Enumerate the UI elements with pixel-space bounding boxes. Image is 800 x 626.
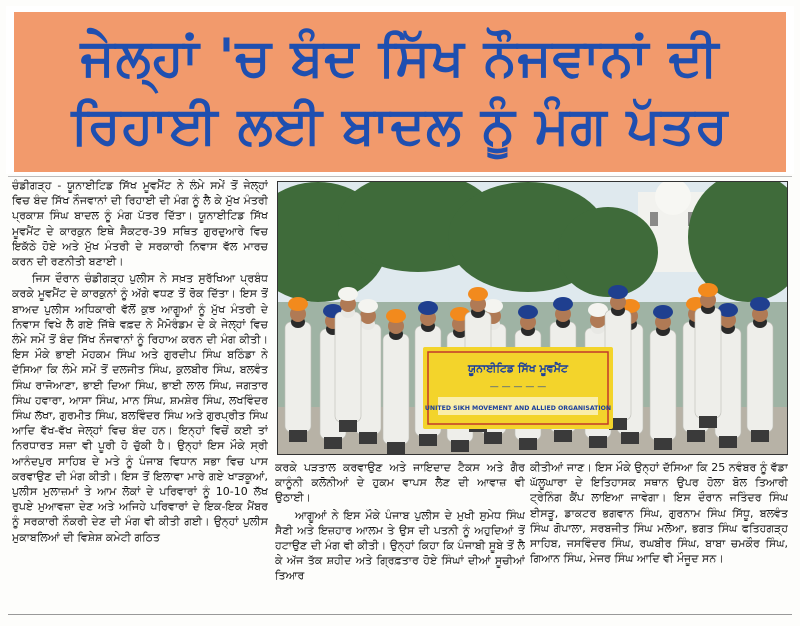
photo-window <box>650 212 658 226</box>
protester <box>747 297 773 442</box>
banner-text-line: — — — — — <box>489 382 547 392</box>
article-column-right <box>530 460 788 612</box>
protester <box>383 309 409 454</box>
headline-line-2: ਰਿਹਾਈ ਲਈ ਬਾਦਲ ਨੂੰ ਮੰਗ ਪੱਤਰ <box>71 96 729 156</box>
bottom-divider <box>8 614 792 615</box>
headline-box <box>14 12 786 172</box>
article-column-middle <box>275 460 525 612</box>
top-divider <box>8 176 792 177</box>
article-paragraph: ਜਿਸ ਦੌਰਾਨ ਚੰਡੀਗੜ੍ਹ ਪੁਲੀਸ ਨੇ ਸਖ਼ਤ ਸੁਰੱਖਿਆ ਪ੍ਰਬੰਧ ਕਰਕੇ ਮੂਵਮੈਂਟ ਦੇ ਕਾਰਕੁਨਾਂ ਨੂੰ ਅੱਗੇ ਵਧਣ ਤੋਂ ਰੋਕ ਦਿੱਤਾ। ਇਸ ਤੋਂ ਬਾਅਦ ਪੁਲੀਸ ਅਧਿਕਾਰੀ ਵੱਲੋਂ ਕੁਝ ਆਗੂਆਂ ਨੂੰ ਮੁੱਖ ਮੰਤਰੀ ਦੇ ਨਿਵਾਸ ਵਿਖੇ ਲੈ ਗਏ ਜਿੱਥੇ ਵਫ਼ਦ ਨੇ ਮੈਮੋਰੰਡਮ ਦੇ ਕੇ ਜੇਲ੍ਹਾਂ ਵਿਚ ਲੰਮੇ ਸਮੇਂ ਤੋਂ ਬੰਦ ਸਿੱਖ ਨੌਜਵਾਨਾਂ ਨੂੰ ਰਿਹਾਅ ਕਰਨ ਦੀ ਮੰਗ ਕੀਤੀ। ਇਸ ਮੌਕੇ ਭਾਈ ਮੋਹਕਮ ਸਿੰਘ ਅਤੇ ਗੁਰਦੀਪ ਸਿੰਘ ਬਠਿੰਡਾ ਨੇ ਦੱਸਿਆ ਕਿ ਲੰਮੇ ਸਮੇਂ ਤੋਂ ਦਲਜੀਤ ਸਿੰਘ, ਕੁਲਬੀਰ ਸਿੰਘ, ਬਲਵੰਤ ਸਿੰਘ ਰਾਜੋਆਣਾ, ਭਾਈ ਦਿਆ ਸਿੰਘ, ਭਾਈ ਲਾਲ ਸਿੰਘ, ਜਗਤਾਰ ਸਿੰਘ ਹਵਾਰਾ, ਆਸਾ ਸਿੰਘ, ਮਾਨ ਸਿੰਘ, ਸ਼ਮਸ਼ੇਰ ਸਿੰਘ, ਲਖਵਿੰਦਰ ਸਿੰਘ ਲੱਖਾ, ਗੁਰਮੀਤ ਸਿੰਘ, ਬਲਵਿੰਦਰ ਸਿੰਘ ਅਤੇ ਗੁਰਪ੍ਰੀਤ ਸਿੰਘ ਆਦਿ ਵੱਖ-ਵੱਖ ਜੇਲ੍ਹਾਂ ਵਿਚ ਬੰਦ ਹਨ। ਇਨ੍ਹਾਂ ਵਿਚੋਂ ਕਈ ਤਾਂ ਨਿਰਧਾਰਤ ਸਜ਼ਾ ਵੀ ਪੂਰੀ ਹੋ ਚੁੱਕੀ ਹੈ। ਉਨ੍ਹਾਂ ਇਸ ਮੌਕੇ ਸ੍ਰੀ ਆਨੰਦਪੁਰ ਸਾਹਿਬ ਦੇ ਮਤੇ ਨੂੰ ਪੰਜਾਬ ਵਿਧਾਨ ਸਭਾ ਵਿਚ ਪਾਸ ਕਰਵਾਉਣ ਦੀ ਮੰਗ ਕੀਤੀ। ਇਸ ਤੋਂ ਇਲਾਵਾ ਮਾਰੇ ਗਏ ਖਾੜਕੂਆਂ, ਪੁਲੀਸ ਮੁਲਾਜ਼ਮਾਂ ਤੇ ਆਮ ਲੋਕਾਂ ਦੇ ਪਰਿਵਾਰਾਂ ਨੂੰ 10-10 ਲੱਖ ਰੁਪਏ ਮੁਆਵਜ਼ਾ ਦੇਣ ਅਤੇ ਅਜਿਹੇ ਪਰਿਵਾਰਾਂ ਦੇ ਇਕ-ਇਕ ਮੈਂਬਰ ਨੂੰ ਸਰਕਾਰੀ ਨੌਕਰੀ ਦੇਣ ਦੀ ਮੰਗ ਵੀ ਕੀਤੀ ਗਈ। ਉਨ੍ਹਾਂ ਪੁਲੀਸ ਮੁਕਾਬਲਿਆਂ ਦੀ ਵਿਸ਼ੇਸ਼ ਕਮੇਟੀ ਗਠਿਤ <box>12 272 268 544</box>
article-paragraph: ਆਗੂਆਂ ਨੇ ਇਸ ਮੌਕੇ ਪੰਜਾਬ ਪੁਲੀਸ ਦੇ ਮੁਖੀ ਸੁਮੇਧ ਸਿੰਘ ਸੈਣੀ ਅਤੇ ਇਜ਼ਹਾਰ ਆਲਮ ਤੇ ਉਸ ਦੀ ਪਤਨੀ ਨੂੰ ਅਹੁਦਿਆਂ ਤੋਂ ਹਟਾਉਣ ਦੀ ਮੰਗ ਵੀ ਕੀਤੀ। ਉਨ੍ਹਾਂ ਕਿਹਾ ਕਿ ਪੰਜਾਬੀ ਸੂਬੇ ਤੋਂ ਲੈ ਕੇ ਅੱਜ ਤੱਕ ਸ਼ਹੀਦ ਅਤੇ ਗ੍ਰਿਫ਼ਤਾਰ ਹੋਏ ਸਿੰਘਾਂ ਦੀਆਂ ਸੂਚੀਆਂ ਤਿਆਰ <box>275 508 525 583</box>
banner-text-english: UNITED SIKH MOVEMENT AND ALLIED ORGANISATION <box>424 405 612 412</box>
protest-banner <box>423 347 613 429</box>
protester <box>285 297 311 442</box>
protester <box>650 305 676 450</box>
article-paragraph: ਕੀਤੀਆਂ ਜਾਣ। ਇਸ ਮੌਕੇ ਉਨ੍ਹਾਂ ਦੱਸਿਆ ਕਿ 25 ਨਵੰਬਰ ਨੂੰ ਵੱਡਾ ਘੱਲੂਘਾਰਾ ਦੇ ਇਤਿਹਾਸਕ ਸਥਾਨ ਉਪਰ ਹੋਲਾ ਬੋਲ ਤਿਆਰੀ ਟ੍ਰੇਨਿੰਗ ਕੈਂਪ ਲਾਇਆ ਜਾਵੇਗਾ। ਇਸ ਦੌਰਾਨ ਜਤਿੰਦਰ ਸਿੰਘ ਈਸੜੂ, ਡਾਕਟਰ ਭਗਵਾਨ ਸਿੰਘ, ਗੁਰਨਾਮ ਸਿੰਘ ਸਿੱਧੂ, ਬਲਵੰਤ ਸਿੰਘ ਗੋਪਾਲਾ, ਸਰਬਜੀਤ ਸਿੰਘ ਮਲੋਆ, ਭਗਤ ਸਿੰਘ ਫਤਿਹਗੜ੍ਹ ਸਾਹਿਬ, ਜਸਵਿੰਦਰ ਸਿੰਘ, ਰਘਬੀਰ ਸਿੰਘ, ਬਾਬਾ ਚਮਕੌਰ ਸਿੰਘ, ਗਿਆਨ ਸਿੰਘ, ਮੇਜਰ ਸਿੰਘ ਆਦਿ ਵੀ ਮੌਜੂਦ ਸਨ। <box>530 461 788 566</box>
banner-text-punjabi: ਯੂਨਾਈਟਿਡ ਸਿੱਖ ਮੂਵਮੈਂਟ <box>468 362 568 375</box>
protest-photo-graphic <box>278 182 787 454</box>
article-paragraph: ਚੰਡੀਗੜ੍ਹ - ਯੂਨਾਈਟਿਡ ਸਿੱਖ ਮੂਵਮੈਂਟ ਨੇ ਲੰਮੇ ਸਮੇਂ ਤੋਂ ਜੇਲ੍ਹਾਂ ਵਿਚ ਬੰਦ ਸਿੱਖ ਨੌਜਵਾਨਾਂ ਦੀ ਰਿਹਾਈ ਦੀ ਮੰਗ ਨੂੰ ਲੈ ਕੇ ਮੁੱਖ ਮੰਤਰੀ ਪ੍ਰਕਾਸ਼ ਸਿੰਘ ਬਾਦਲ ਨੂੰ ਮੰਗ ਪੱਤਰ ਦਿੱਤਾ। ਯੂਨਾਈਟਿਡ ਸਿੱਖ ਮੂਵਮੈਂਟ ਦੇ ਕਾਰਕੁਨ ਇਥੇ ਸੈਕਟਰ-39 ਸਥਿਤ ਗੁਰਦੁਆਰੇ ਵਿਚ ਇਕੱਠੇ ਹੋਏ ਅਤੇ ਮੁੱਖ ਮੰਤਰੀ ਦੇ ਸਰਕਾਰੀ ਨਿਵਾਸ ਵੱਲ ਮਾਰਚ ਕਰਨ ਦੀ ਰਣਨੀਤੀ ਬਣਾਈ। <box>12 179 268 269</box>
protest-photo <box>277 181 788 455</box>
headline-line-1: ਜੇਲ੍ਹਾਂ 'ਚ ਬੰਦ ਸਿੱਖ ਨੌਜਵਾਨਾਂ ਦੀ <box>80 28 720 88</box>
article-paragraph: ਕਰਕੇ ਪੜਤਾਲ ਕਰਵਾਉਣ ਅਤੇ ਜਾਇਦਾਦ ਟੈਕਸ ਅਤੇ ਗੈਰ ਕਾਨੂੰਨੀ ਕਲੋਨੀਆਂ ਦੇ ਹੁਕਮ ਵਾਪਸ ਲੈਣ ਦੀ ਆਵਾਜ਼ ਵੀ ਉਠਾਈ। <box>275 461 525 505</box>
article-column-left <box>12 178 268 618</box>
